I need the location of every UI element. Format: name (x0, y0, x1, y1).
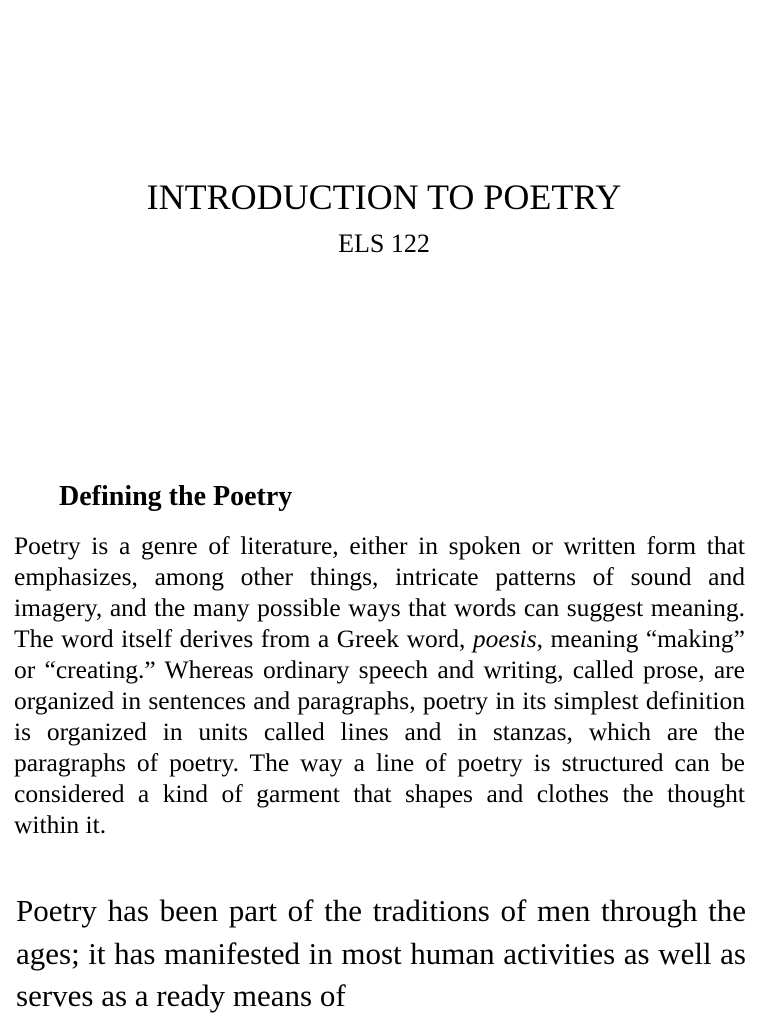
definition-text-part2: , meaning “making” or “creating.” Whereas ordinary speech and writing, called prose, are organized in sentences and paragraphs, poetry in its simplest definition is organized in units called lines and in stanzas, which are the paragraphs of poetry. The way a line of poetry is structured can be considered a kind of garment that shapes and clothes the thought within it. (14, 624, 745, 839)
definition-text-part1: Poetry is a genre of literature, either in spoken or written form that emphasizes, among other things, intricate patterns of sound and imagery, and the many possible ways that words can suggest meaning. The word itself derives from a Greek word, (14, 531, 745, 653)
document-title: INTRODUCTION TO POETRY (146, 177, 622, 217)
definition-paragraph (14, 530, 745, 840)
section-heading: Defining the Poetry (59, 481, 293, 512)
greek-term: poesis (472, 624, 537, 653)
traditions-paragraph: Poetry has been part of the traditions of men through the ages; it has manifested in most human activities as well as serves as a ready means of (16, 893, 746, 1013)
course-code: ELS 122 (338, 229, 430, 258)
